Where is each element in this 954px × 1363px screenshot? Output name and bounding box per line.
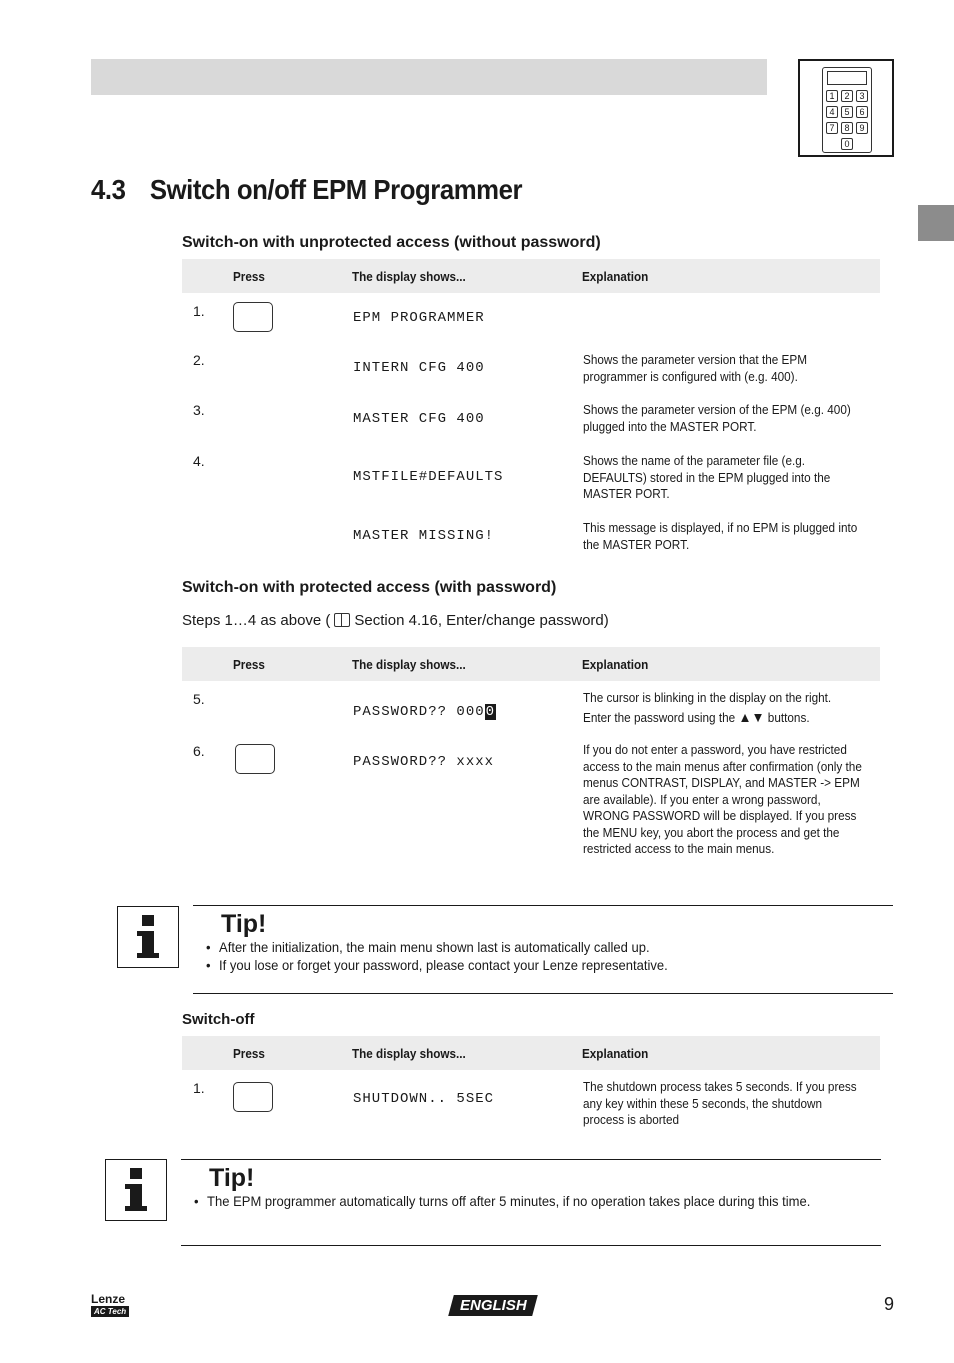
display-text: SHUTDOWN.. 5SEC xyxy=(353,1091,495,1107)
keypad-key: 5 xyxy=(841,106,853,118)
header-explanation: Explanation xyxy=(582,657,649,672)
brand-sub: AC Tech xyxy=(91,1306,129,1317)
switch-off-heading: Switch-off xyxy=(182,1011,255,1028)
tip-top-rule xyxy=(181,1159,881,1160)
menu-key-button[interactable] xyxy=(233,302,273,332)
lenze-logo xyxy=(91,1294,129,1317)
tip-list xyxy=(194,1192,810,1210)
step-number: 1. xyxy=(193,303,205,319)
info-icon xyxy=(117,906,179,968)
keypad-key: 0 xyxy=(841,138,853,150)
keypad-icon xyxy=(798,59,894,157)
info-glyph xyxy=(118,907,178,967)
enter-key-button[interactable] xyxy=(235,744,275,774)
explanation-text: If you do not enter a password, you have restricted access to the main menus after confirmation (only the menus CONTRAST, DISPLAY, and MASTER -> EPM are available). If you enter a wrong password, WRONG PASSWORD will be displayed. If you press the MENU key, you abort the process and get the restricted access to the main menus. xyxy=(583,743,862,856)
display-text: EPM PROGRAMMER xyxy=(353,310,485,326)
section-number: 4.3 xyxy=(91,174,126,205)
tip-bottom-rule xyxy=(181,1245,881,1246)
section-title: Switch on/off EPM Programmer xyxy=(149,174,523,205)
keypad-key: 2 xyxy=(841,90,853,102)
tip-title: Tip! xyxy=(209,1164,255,1192)
tip-item: • After the initialization, the main menu shown last is automatically called up. xyxy=(206,938,668,956)
keypad-key: 1 xyxy=(826,90,838,102)
tip-list xyxy=(206,938,668,974)
info-glyph xyxy=(106,1160,166,1220)
step-number: 3. xyxy=(193,402,205,418)
keypad-key: 6 xyxy=(856,106,868,118)
steps-reference xyxy=(182,612,609,629)
keypad-screen xyxy=(827,71,867,85)
tip-top-rule xyxy=(193,905,893,906)
header-display: The display shows... xyxy=(352,657,466,672)
tip-item: • If you lose or forget your password, please contact your Lenze representative. xyxy=(206,956,668,974)
step-number: 5. xyxy=(193,691,205,707)
display-text: PASSWORD?? xxxx xyxy=(353,754,495,770)
tip-bottom-rule xyxy=(193,993,893,994)
header-press: Press xyxy=(233,1046,265,1061)
language-badge xyxy=(448,1295,538,1316)
display-text: INTERN CFG 400 xyxy=(353,360,485,376)
explanation-line: The cursor is blinking in the display on the right. xyxy=(583,691,832,705)
header-press: Press xyxy=(233,269,265,284)
protected-heading: Switch-on with protected access (with password) xyxy=(182,579,557,596)
explanation-text: Shows the parameter version of the EPM (e.g. 400) plugged into the MASTER PORT. xyxy=(583,403,851,434)
header-explanation: Explanation xyxy=(582,269,649,284)
language-label: ENGLISH xyxy=(459,1297,527,1314)
keypad-device xyxy=(822,67,872,153)
explanation-line2-suffix: buttons. xyxy=(767,710,810,725)
steps-ref-prefix: Steps 1…4 as above ( xyxy=(182,612,331,629)
explanation-text: The shutdown process takes 5 seconds. If you press any key within these 5 seconds, the shutdown process is aborted xyxy=(583,1080,857,1127)
header-display: The display shows... xyxy=(352,269,466,284)
keypad-key: 9 xyxy=(856,122,868,134)
keypad-key: 4 xyxy=(826,106,838,118)
display-password-prefix: PASSWORD?? 000 xyxy=(353,704,485,720)
book-icon xyxy=(334,613,350,627)
table-header xyxy=(182,1036,880,1070)
tip-item: • The EPM programmer automatically turns off after 5 minutes, if no operation takes place during this time. xyxy=(194,1192,810,1210)
page-number: 9 xyxy=(884,1294,895,1314)
step-number: 1. xyxy=(193,1080,205,1096)
step-number: 2. xyxy=(193,352,205,368)
explanation-text: Shows the name of the parameter file (e.g. DEFAULTS) stored in the EPM plugged into the MASTER PORT. xyxy=(583,454,831,501)
header-bar xyxy=(91,59,767,95)
tip-title: Tip! xyxy=(221,910,267,938)
explanation-text: This message is displayed, if no EPM is plugged into the MASTER PORT. xyxy=(583,521,858,552)
unprotected-heading: Switch-on with unprotected access (without password) xyxy=(182,234,601,251)
explanation-text xyxy=(583,690,865,726)
header-display: The display shows... xyxy=(352,1046,466,1061)
off-key-button[interactable] xyxy=(233,1082,273,1112)
up-down-arrow-icon: ▲▼ xyxy=(738,708,765,725)
header-press: Press xyxy=(233,657,265,672)
chapter-tab xyxy=(918,205,954,241)
keypad-key: 8 xyxy=(841,122,853,134)
page-title xyxy=(91,174,522,206)
display-text: MSTFILE#DEFAULTS xyxy=(353,469,504,485)
explanation-text: Shows the parameter version that the EPM programmer is configured with (e.g. 400). xyxy=(583,353,808,384)
table-header xyxy=(182,647,880,681)
step-number: 6. xyxy=(193,743,205,759)
table-header xyxy=(182,259,880,293)
display-text: MASTER CFG 400 xyxy=(353,411,485,427)
display-text xyxy=(353,704,496,720)
display-text: MASTER MISSING! xyxy=(353,528,495,544)
steps-ref-suffix[interactable]: Section 4.16, Enter/change password) xyxy=(354,612,609,629)
keypad-key: 3 xyxy=(856,90,868,102)
brand-name: Lenze xyxy=(91,1292,126,1306)
display-cursor: 0 xyxy=(485,704,496,720)
step-number: 4. xyxy=(193,453,205,469)
explanation-line xyxy=(583,709,865,727)
explanation-line2-prefix: Enter the password using the xyxy=(583,710,736,725)
keypad-key: 7 xyxy=(826,122,838,134)
info-icon xyxy=(105,1159,167,1221)
header-explanation: Explanation xyxy=(582,1046,649,1061)
